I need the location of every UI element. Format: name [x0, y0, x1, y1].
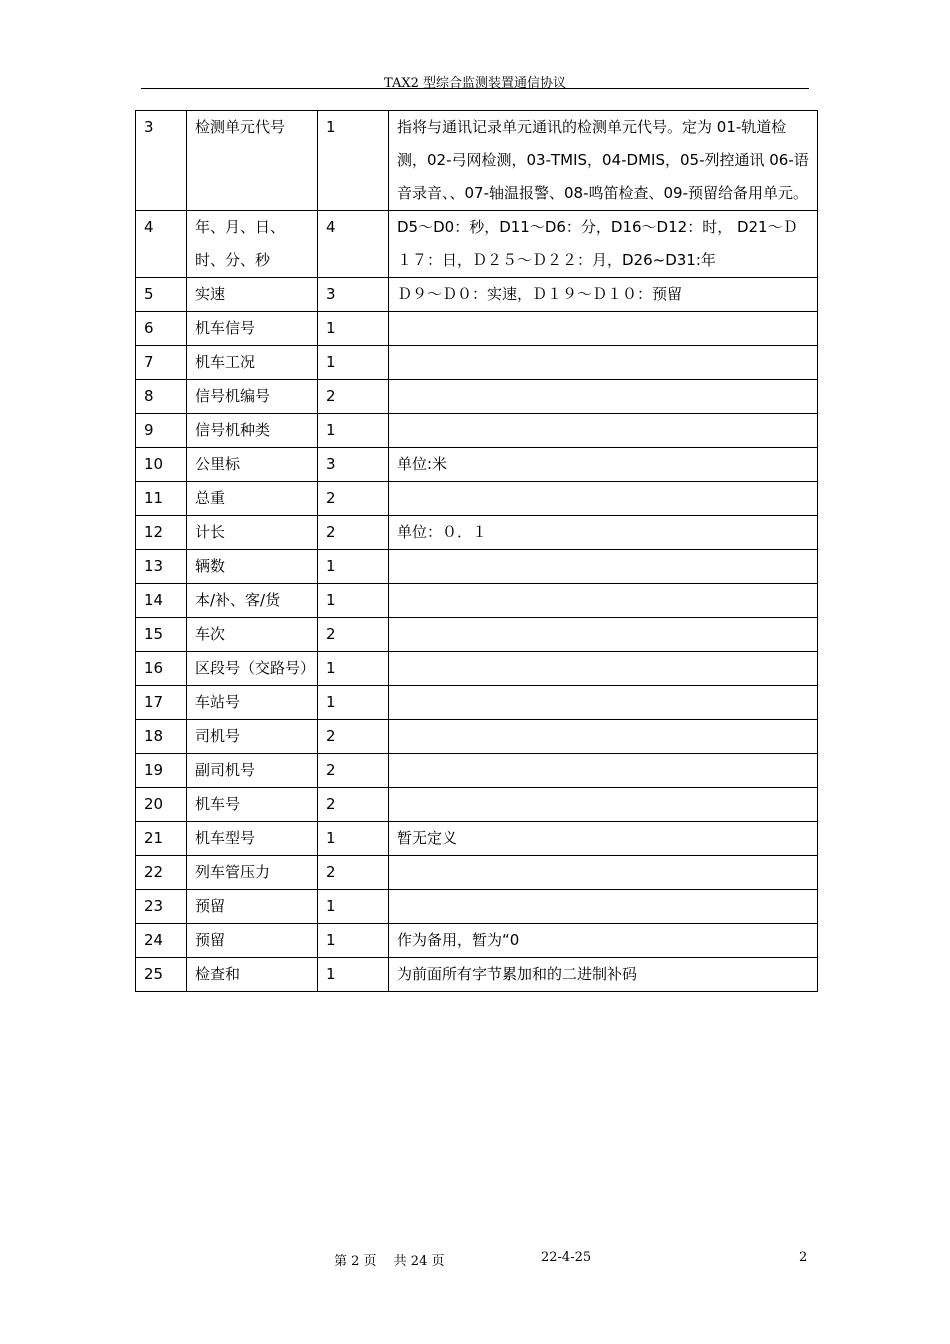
- field-bytes-cell: 1: [318, 111, 389, 211]
- field-bytes-cell: 1: [318, 550, 389, 584]
- field-description-cell: [389, 312, 818, 346]
- field-number-cell: 4: [136, 211, 187, 278]
- field-description-cell: [389, 584, 818, 618]
- field-description-cell: [389, 788, 818, 822]
- field-number-cell: 6: [136, 312, 187, 346]
- field-name-cell: 辆数: [187, 550, 318, 584]
- table-row: [136, 482, 818, 516]
- field-bytes-cell: 2: [318, 482, 389, 516]
- table-row: [136, 652, 818, 686]
- field-description-cell: 单位:米: [389, 448, 818, 482]
- field-bytes-cell: 1: [318, 924, 389, 958]
- table-row: [136, 550, 818, 584]
- field-bytes-cell: 1: [318, 414, 389, 448]
- field-description-cell: [389, 754, 818, 788]
- table-row: [136, 856, 818, 890]
- field-number-cell: 21: [136, 822, 187, 856]
- table-row: [136, 788, 818, 822]
- field-description-cell: D5～D0：秒，D11～D6：分，D16～D12：时， D21～Ｄ１７：日，Ｄ２５～Ｄ２２：月，D26~D31:年: [389, 211, 818, 278]
- field-bytes-cell: 3: [318, 278, 389, 312]
- field-name-cell: 机车信号: [187, 312, 318, 346]
- field-description-cell: [389, 346, 818, 380]
- field-number-cell: 10: [136, 448, 187, 482]
- field-number-cell: 19: [136, 754, 187, 788]
- field-name-cell: 年、月、日、时、分、秒: [187, 211, 318, 278]
- field-number-cell: 17: [136, 686, 187, 720]
- field-number-cell: 9: [136, 414, 187, 448]
- footer-date: 22-4-25: [541, 1250, 592, 1265]
- field-description-cell: [389, 652, 818, 686]
- field-name-cell: 预留: [187, 924, 318, 958]
- field-number-cell: 13: [136, 550, 187, 584]
- field-name-cell: 总重: [187, 482, 318, 516]
- field-bytes-cell: 1: [318, 312, 389, 346]
- field-description-cell: [389, 380, 818, 414]
- field-description-cell: [389, 856, 818, 890]
- field-number-cell: 11: [136, 482, 187, 516]
- field-number-cell: 7: [136, 346, 187, 380]
- field-bytes-cell: 1: [318, 584, 389, 618]
- field-description-cell: [389, 720, 818, 754]
- field-name-cell: 检测单元代号: [187, 111, 318, 211]
- field-description-cell: [389, 890, 818, 924]
- table-row: [136, 346, 818, 380]
- field-bytes-cell: 4: [318, 211, 389, 278]
- header-rule: [141, 88, 809, 89]
- table-row: [136, 516, 818, 550]
- table-row: [136, 822, 818, 856]
- field-description-cell: [389, 414, 818, 448]
- field-name-cell: 信号机编号: [187, 380, 318, 414]
- field-number-cell: 3: [136, 111, 187, 211]
- field-description-cell: [389, 686, 818, 720]
- footer-page-info: 第 2 页 共 24 页: [334, 1254, 445, 1269]
- field-bytes-cell: 1: [318, 686, 389, 720]
- field-number-cell: 22: [136, 856, 187, 890]
- field-number-cell: 20: [136, 788, 187, 822]
- field-description-cell: [389, 618, 818, 652]
- field-bytes-cell: 3: [318, 448, 389, 482]
- table-row: [136, 211, 818, 278]
- field-number-cell: 25: [136, 958, 187, 992]
- table-row: [136, 380, 818, 414]
- field-name-cell: 机车号: [187, 788, 318, 822]
- field-bytes-cell: 1: [318, 652, 389, 686]
- field-number-cell: 24: [136, 924, 187, 958]
- table-row: [136, 111, 818, 211]
- table-row: [136, 584, 818, 618]
- field-bytes-cell: 2: [318, 618, 389, 652]
- field-description-cell: Ｄ９～Ｄ０：实速，Ｄ１９～Ｄ１０：预留: [389, 278, 818, 312]
- field-bytes-cell: 2: [318, 856, 389, 890]
- field-number-cell: 14: [136, 584, 187, 618]
- table-row: [136, 278, 818, 312]
- field-name-cell: 司机号: [187, 720, 318, 754]
- field-bytes-cell: 2: [318, 380, 389, 414]
- field-bytes-cell: 2: [318, 788, 389, 822]
- table-row: [136, 414, 818, 448]
- field-name-cell: 信号机种类: [187, 414, 318, 448]
- field-name-cell: 本/补、客/货: [187, 584, 318, 618]
- field-bytes-cell: 2: [318, 516, 389, 550]
- field-name-cell: 预留: [187, 890, 318, 924]
- protocol-field-table-body: [136, 111, 818, 992]
- table-row: [136, 720, 818, 754]
- field-name-cell: 计长: [187, 516, 318, 550]
- table-row: [136, 686, 818, 720]
- footer-page-number: 2: [799, 1250, 808, 1265]
- field-number-cell: 5: [136, 278, 187, 312]
- field-description-cell: 指将与通讯记录单元通讯的检测单元代号。定为 01-轨道检测，02-弓网检测，03-TMIS，04-DMIS，05-列控通讯 06-语音录音、、07-轴温报警、08-鸣笛检查、09-预留给备用单元。: [389, 111, 818, 211]
- document-header-title: TAX2 型综合监测装置通信协议: [383, 76, 566, 91]
- field-bytes-cell: 1: [318, 890, 389, 924]
- field-number-cell: 8: [136, 380, 187, 414]
- field-name-cell: 检查和: [187, 958, 318, 992]
- field-name-cell: 副司机号: [187, 754, 318, 788]
- table-row: [136, 890, 818, 924]
- field-number-cell: 16: [136, 652, 187, 686]
- field-bytes-cell: 2: [318, 720, 389, 754]
- field-bytes-cell: 1: [318, 822, 389, 856]
- field-number-cell: 23: [136, 890, 187, 924]
- field-name-cell: 公里标: [187, 448, 318, 482]
- field-number-cell: 12: [136, 516, 187, 550]
- field-description-cell: [389, 550, 818, 584]
- field-number-cell: 15: [136, 618, 187, 652]
- field-description-cell: [389, 482, 818, 516]
- field-description-cell: 暂无定义: [389, 822, 818, 856]
- field-bytes-cell: 1: [318, 958, 389, 992]
- protocol-field-table: [135, 110, 818, 992]
- field-name-cell: 车站号: [187, 686, 318, 720]
- field-name-cell: 机车型号: [187, 822, 318, 856]
- field-name-cell: 机车工况: [187, 346, 318, 380]
- table-row: [136, 958, 818, 992]
- field-bytes-cell: 1: [318, 346, 389, 380]
- table-row: [136, 754, 818, 788]
- field-description-cell: 单位：０．１: [389, 516, 818, 550]
- table-row: [136, 618, 818, 652]
- table-row: [136, 312, 818, 346]
- field-name-cell: 区段号（交路号）: [187, 652, 318, 686]
- field-description-cell: 为前面所有字节累加和的二进制补码: [389, 958, 818, 992]
- field-description-cell: 作为备用，暂为“0: [389, 924, 818, 958]
- field-bytes-cell: 2: [318, 754, 389, 788]
- field-name-cell: 列车管压力: [187, 856, 318, 890]
- field-name-cell: 实速: [187, 278, 318, 312]
- field-number-cell: 18: [136, 720, 187, 754]
- field-name-cell: 车次: [187, 618, 318, 652]
- table-row: [136, 448, 818, 482]
- table-row: [136, 924, 818, 958]
